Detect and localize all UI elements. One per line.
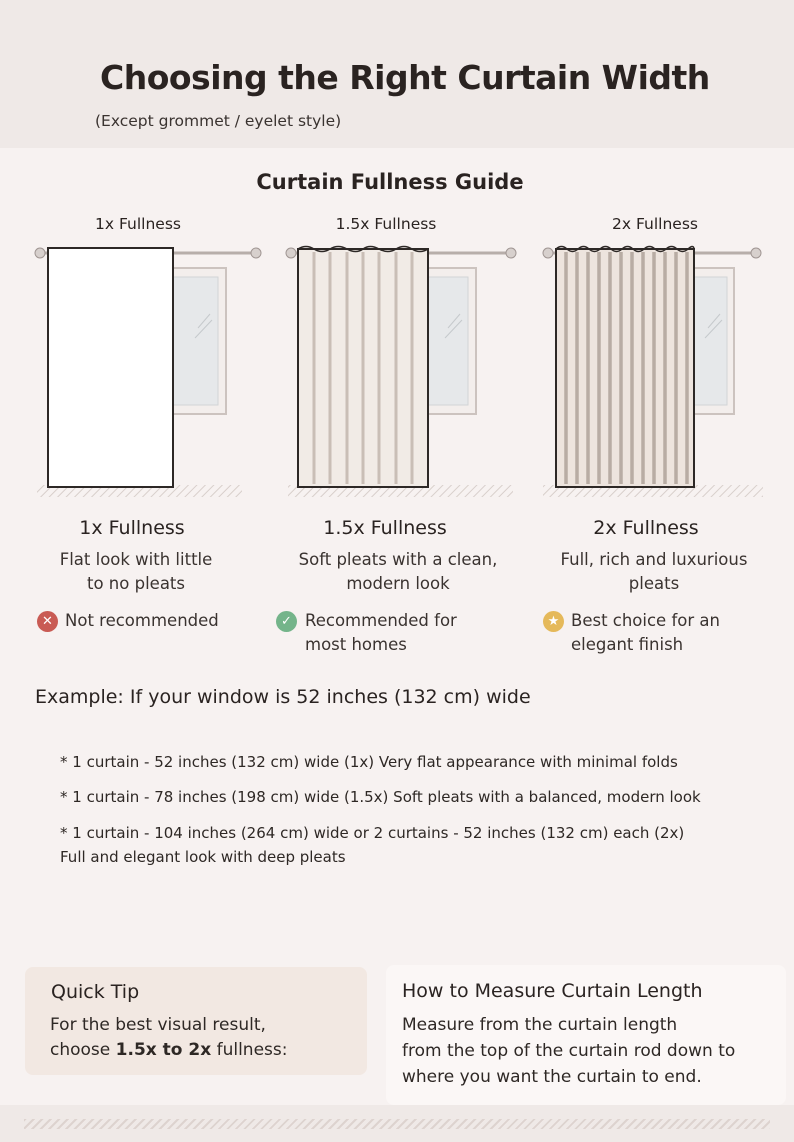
quick-tip-box [25, 967, 367, 1075]
page-title: Choosing the Right Curtain Width [100, 58, 710, 97]
guide-title: Curtain Fullness Guide [256, 170, 524, 194]
example-line-4: Full and elegant look with deep pleats [60, 848, 346, 866]
column-desc-2x-line1: Full, rich and luxurious [560, 550, 748, 569]
column-top-label-1x: 1x Fullness [95, 215, 181, 233]
page-subtitle: (Except grommet / eyelet style) [95, 112, 342, 130]
footer-stripe [24, 1119, 770, 1129]
column-name-1x: 1x Fullness [79, 517, 185, 539]
column-top-label-2x: 2x Fullness [612, 215, 698, 233]
column-desc-2x-line2: pleats [628, 574, 680, 593]
column-top-label-1-5x: 1.5x Fullness [335, 215, 437, 233]
measure-line2: from the top of the curtain rod down to [402, 1041, 736, 1061]
quick-tip-line2 [50, 1038, 350, 1063]
column-name-1-5x: 1.5x Fullness [323, 517, 447, 539]
x-icon: ✕ [37, 611, 58, 632]
status-1x-text: Not recommended [65, 611, 219, 630]
column-desc-1-5x-line2: modern look [346, 574, 450, 593]
column-desc-1-5x [278, 548, 518, 596]
status-1-5x-line1: Recommended for [305, 611, 457, 630]
status-2x-line1: Best choice for an [571, 611, 720, 630]
measure-line1: Measure from the curtain length [402, 1015, 678, 1035]
quick-tip-line1: For the best visual result, [50, 1015, 266, 1035]
quick-tip-line2-bold: 1.5x to 2x [115, 1040, 212, 1060]
star-icon: ★ [543, 611, 564, 632]
column-desc-1x-line1: Flat look with little [59, 550, 213, 569]
measure-box [386, 965, 786, 1105]
example-line-2: * 1 curtain - 78 inches (198 cm) wide (1.5x) Soft pleats with a balanced, modern look [60, 788, 701, 806]
column-name-2x: 2x Fullness [593, 517, 699, 539]
measure-line3: where you want the curtain to end. [402, 1067, 702, 1087]
example-line-1: * 1 curtain - 52 inches (132 cm) wide (1x) Very flat appearance with minimal folds [60, 753, 678, 771]
check-icon: ✓ [276, 611, 297, 632]
quick-tip-line2-suffix: fullness: [211, 1040, 288, 1060]
illustration-1x [35, 248, 261, 497]
measure-title: How to Measure Curtain Length [402, 980, 703, 1002]
illustration-2x [543, 247, 763, 498]
quick-tip-line2-prefix: choose [50, 1040, 116, 1060]
quick-tip-title: Quick Tip [51, 981, 140, 1003]
measure-text [402, 1012, 782, 1090]
quick-tip-text [50, 1013, 350, 1063]
example-line-3: * 1 curtain - 104 inches (264 cm) wide or 2 curtains - 52 inches (132 cm) each (2x) [60, 824, 685, 842]
illustration-1-5x [286, 247, 516, 498]
example-heading: Example: If your window is 52 inches (132 cm) wide [35, 686, 531, 708]
column-desc-1x-line2: to no pleats [87, 574, 185, 593]
curtain-illustrations [0, 240, 794, 505]
status-2x-line2: elegant finish [571, 635, 684, 654]
column-desc-2x [534, 548, 774, 596]
status-1-5x-line2: most homes [305, 635, 407, 654]
column-desc-1-5x-line1: Soft pleats with a clean, [298, 550, 498, 569]
footer-band [0, 1105, 794, 1142]
column-desc-1x [16, 548, 256, 596]
